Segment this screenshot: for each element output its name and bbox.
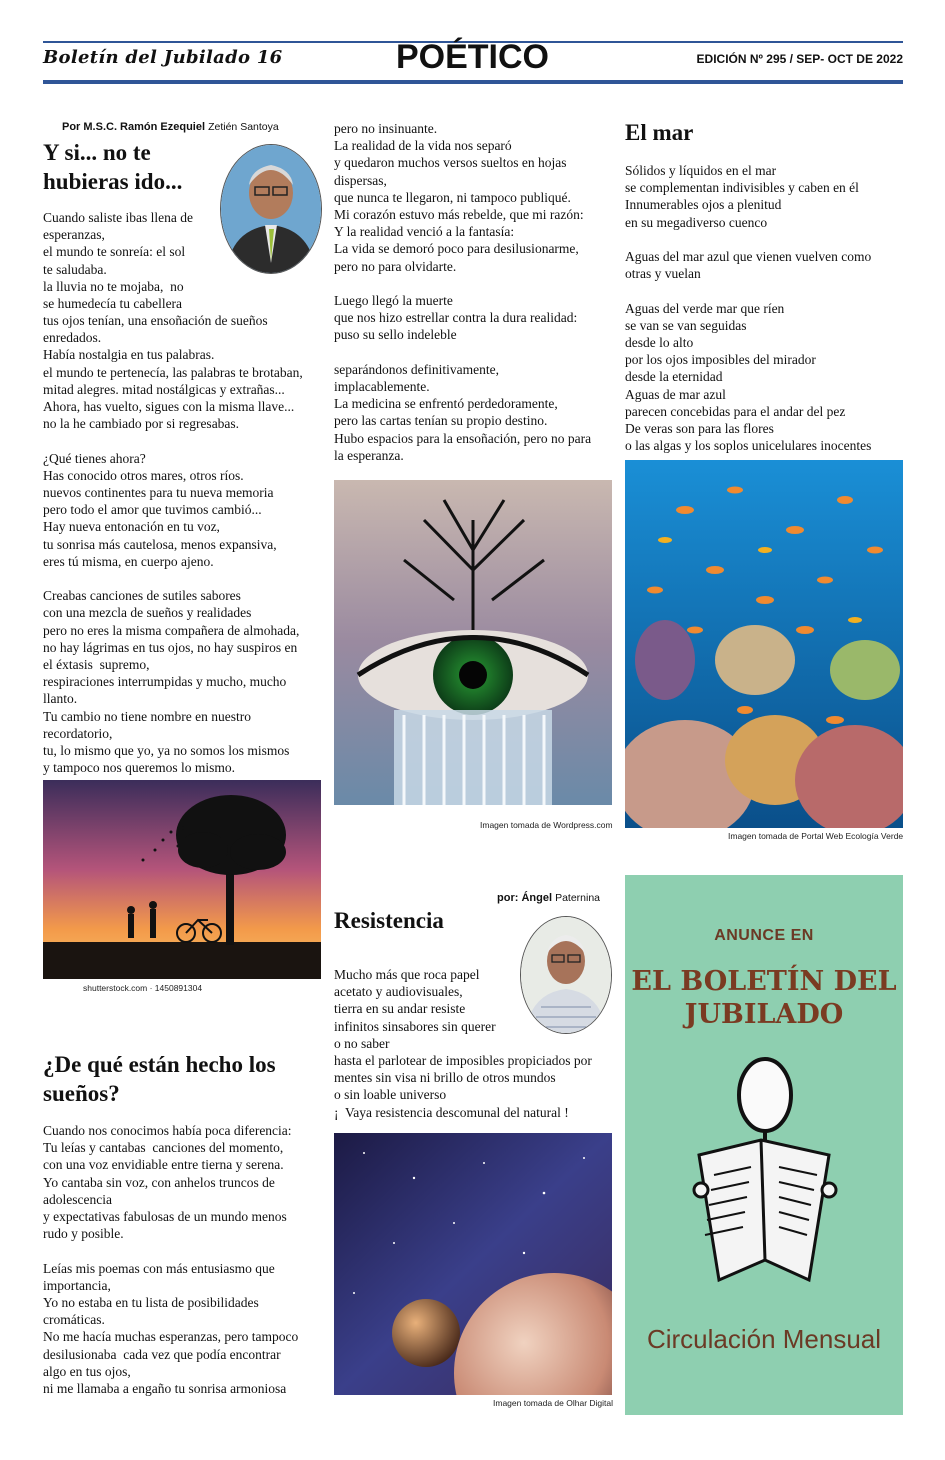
poem-title-3: Resistencia	[334, 908, 444, 933]
sunset-couple-image	[43, 780, 321, 979]
image1-caption: shutterstock.com · 1450891304	[83, 983, 203, 993]
byline2-light: Paternina	[555, 892, 601, 904]
header-bottom-rule	[43, 80, 903, 84]
image3-caption: Imagen tomada de Olhar Digital	[493, 1398, 614, 1408]
poem3-top: Mucho más que roca papel acetato y audiovisuales, tierra en su andar resiste infinitos sinsabores sin querer o no saber	[334, 967, 496, 1051]
byline-light: Zetién Santoya	[208, 121, 279, 133]
poem1-top: Cuando saliste ibas llena de esperanzas, el mundo te sonreía: el sol te saludaba. la lluvia no te mojaba, no se humedecía tu cabellera	[43, 210, 193, 312]
ad-line3: Circulación Mensual	[646, 1324, 882, 1354]
poem1-continuation: pero no insinuante. La realidad de la vida nos separó y quedaron muchos versos sueltos en hojas dispersas, que nunca te llegaron, ni tampoco publiqué. Mi corazón estuvo más rebelde, que mi razón: Y la realidad venció a la fantasía: La vida se demoró poco para desilusionarme, pero no para olvidarte. Luego llegó la muerte que nos hizo estrellar contra la dura realidad: puso su sello indeleble separándonos definitivamente, implacablemente. La medicina se enfrentó perdedoramente, pero las cartas tenían su propio destino. Hubo espacios para la ensoñación, pero no para la esperanza.	[334, 121, 592, 463]
publication-name: Boletín del Jubilado 16	[43, 47, 283, 68]
ad-line2: EL BOLETÍN DEL JUBILADO	[631, 966, 897, 1030]
coral-reef-image	[625, 460, 903, 828]
byline-author1	[62, 121, 279, 133]
reader-figure-icon	[689, 1055, 839, 1290]
poem1-body: tus ojos tenían, una ensoñación de sueños enredados. Había nostalgia en tus palabras. el mundo te pertenecía, las palabras te brotaban, mitad alegres. mitad nostálgicas y extrañas... Ahora, has vuelto, sigues con la misma llave... no la he cambiado por si regresabas. ¿Qué tienes ahora? Has conocido otros mares, otros ríos. nuevos continentes para tu nueva memoria pero todo el amor que tuvimos cambió... Hay nueva entonación en tu voz, tu sonrisa más cautelosa, menos expansiva, eres tú misma, en cuerpo ajeno. Creabas canciones de sutiles sabores con una mezcla de sueños y realidades pero no eres la misma compañera de almohada, no hay lágrimas en tus ojos, no hay suspiros en el éxtasis supremo, respiraciones interrumpidas y mucho, mucho llanto. Tu cambio no tiene nombre en nuestro recordatorio, tu, lo mismo que yo, ya no somos los mismos y tampoco nos queremos lo mismo.	[43, 313, 303, 776]
image2-caption: Imagen tomada de Wordpress.com	[480, 820, 613, 830]
eye-tree-image	[334, 480, 612, 805]
ad-line1: ANUNCE EN	[714, 927, 814, 944]
section-title: POÉTICO	[395, 38, 550, 76]
poem-title-2: ¿De qué están hecho los sueños?	[43, 1052, 276, 1106]
poem3-body: hasta el parlotear de imposibles propiciados por mentes sin visa ni brillo de otros mundos o sin loable universo ¡ Vaya resistencia descomunal del natural !	[334, 1053, 592, 1120]
poem4-body: Sólidos y líquidos en el mar se complementan indivisibles y caben en él Innumerables ojos a plenitud en su megadiverso cuenco Aguas del mar azul que vienen vuelven como otras y vuelan Aguas del verde mar que ríen se van se van seguidas desde lo alto por los ojos imposibles del mirador desde la eternidad Aguas de mar azul parecen concebidas para el andar del pez De veras son para las flores o las algas y los soplos unicelulares inocentes	[625, 163, 872, 454]
poem-title-4: El mar	[625, 120, 694, 145]
byline2-bold: por: Ángel	[497, 892, 552, 904]
author1-portrait	[220, 144, 322, 274]
poem2-body: Cuando nos conocimos había poca diferencia: Tu leías y cantabas canciones del momento, con una voz envidiable entre tierna y serena. Yo cantaba sin voz, con anhelos truncos de adolescencia y expectativas fabulosas de un mundo menos rudo y posible. Leías mis poemas con más entusiasmo que importancia, Yo no estaba en tu lista de posibilidades cromáticas. No me hacía muchas esperanzas, pero tampoco desilusionaba cada vez que podía encontrar algo en tus ojos, ni me llamaba a engaño tu sonrisa armoniosa	[43, 1123, 299, 1397]
image4-caption: Imagen tomada de Portal Web Ecología Verde	[728, 831, 904, 841]
byline-author2	[497, 892, 600, 904]
byline-bold: Por M.S.C. Ramón Ezequiel	[62, 121, 206, 133]
advertisement-box	[625, 875, 903, 1415]
author2-portrait	[520, 916, 612, 1034]
edition-info: EDICIÓN Nº 295 / SEP- OCT DE 2022	[696, 52, 903, 66]
space-planets-image	[334, 1133, 612, 1395]
poem-title-1: Y si... no te hubieras ido...	[43, 140, 183, 194]
